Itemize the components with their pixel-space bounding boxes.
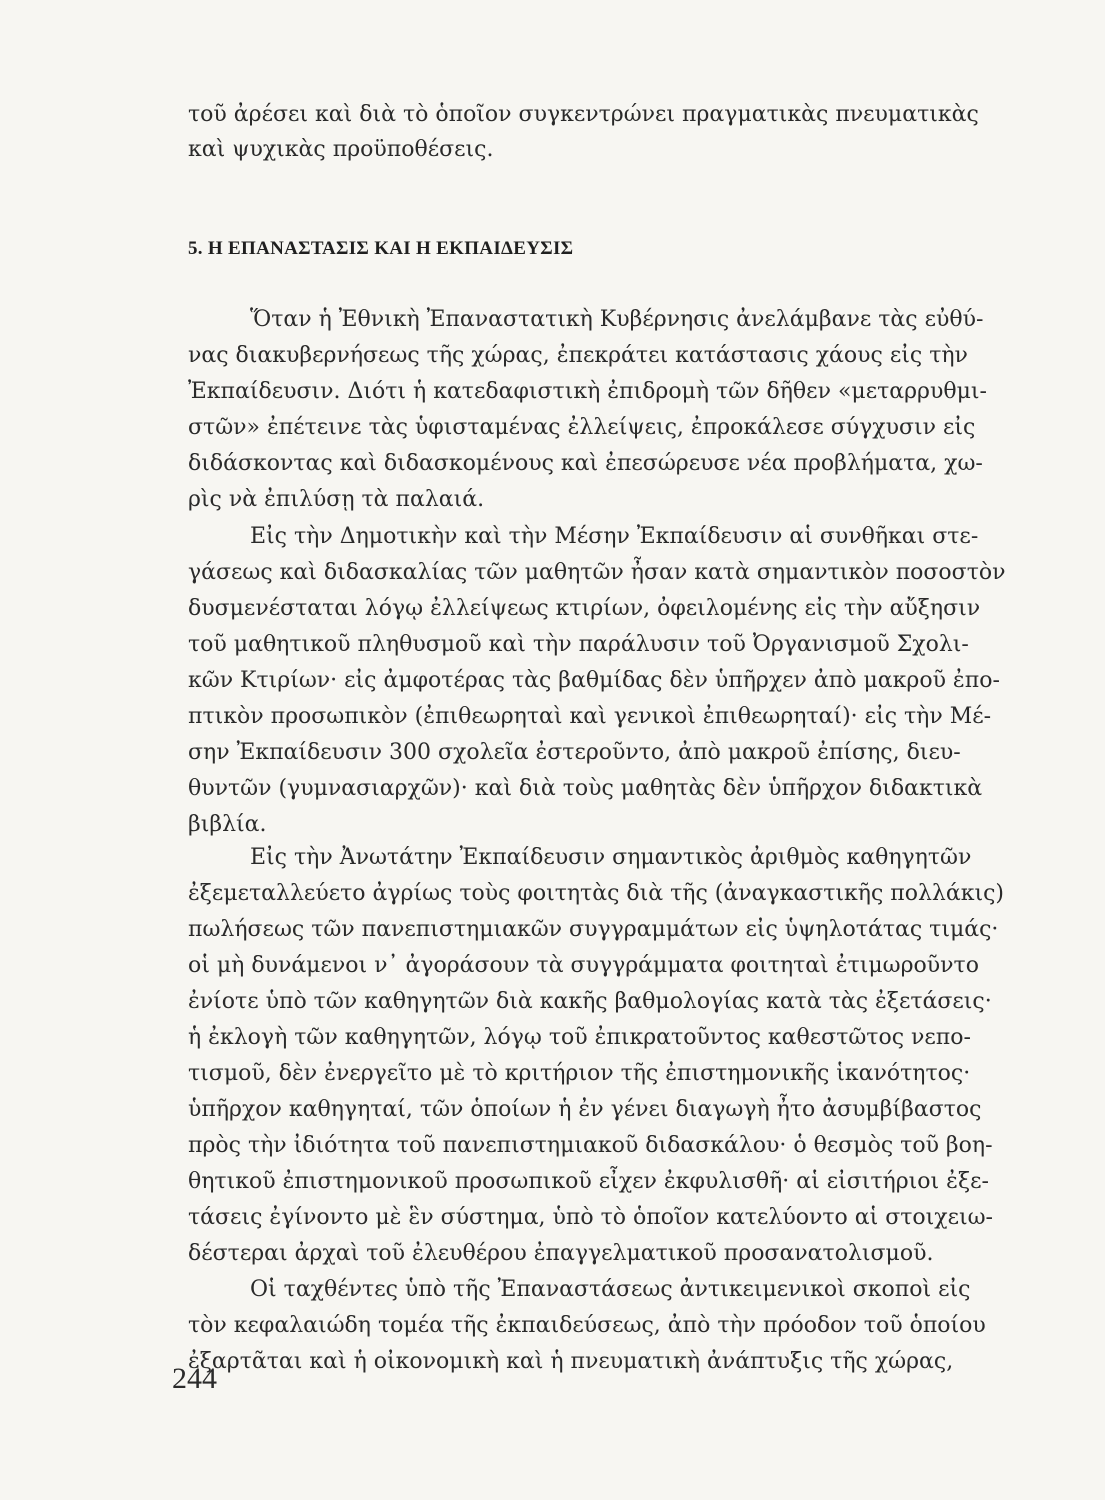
text-line: τὸν κεφαλαιώδη τομέα τῆς ἐκπαιδεύσεως, ἀπὸ τὴν πρόοδον τοῦ ὁποίου — [188, 1313, 986, 1338]
text-line: Εἰς τὴν Δημοτικὴν καὶ τὴν Μέσην Ἐκπαίδευσιν αἱ συνθῆκαι στε- — [250, 524, 979, 549]
text-line: νας διακυβερνήσεως τῆς χώρας, ἐπεκράτει κατάστασις χάους εἰς τὴν — [188, 343, 968, 368]
text-line: καὶ ψυχικὰς προϋποθέσεις. — [188, 137, 494, 162]
text-line: πωλήσεως τῶν πανεπιστημιακῶν συγγραμμάτων εἰς ὑψηλοτάτας τιμάς· — [188, 917, 999, 942]
text-line: Ἐκπαίδευσιν. Διότι ἡ κατεδαφιστικὴ ἐπιδρομὴ τῶν δῆθεν «μεταρρυθμι- — [188, 379, 987, 404]
text-line: βιβλία. — [188, 812, 267, 837]
text-line: ἐξεμεταλλεύετο ἀγρίως τοὺς φοιτητὰς διὰ τῆς (ἀναγκαστικῆς πολλάκις) — [188, 881, 1004, 906]
text-line: γάσεως καὶ διδασκαλίας τῶν μαθητῶν ἦσαν κατὰ σημαντικὸν ποσοστὸν — [188, 560, 1006, 585]
text-line: τάσεις ἐγίνοντο μὲ ἓν σύστημα, ὑπὸ τὸ ὁποῖον κατελύοντο αἱ στοιχειω- — [188, 1205, 993, 1230]
text-line: Οἱ ταχθέντες ὑπὸ τῆς Ἐπαναστάσεως ἀντικειμενικοὶ σκοποὶ εἰς — [250, 1277, 971, 1302]
text-line: πρὸς τὴν ἰδιότητα τοῦ πανεπιστημιακοῦ διδασκάλου· ὁ θεσμὸς τοῦ βοη- — [188, 1133, 993, 1158]
text-line: ἐξαρτᾶται καὶ ἡ οἰκονομικὴ καὶ ἡ πνευματικὴ ἀνάπτυξις τῆς χώρας, — [188, 1349, 954, 1374]
text-line: δέστεραι ἀρχαὶ τοῦ ἐλευθέρου ἐπαγγελματικοῦ προσανατολισμοῦ. — [188, 1241, 934, 1266]
text-line: ὑπῆρχον καθηγηταί, τῶν ὁποίων ἡ ἐν γένει διαγωγὴ ἦτο ἀσυμβίβαστος — [188, 1097, 982, 1122]
text-line: θυντῶν (γυμνασιαρχῶν)· καὶ διὰ τοὺς μαθητὰς δὲν ὑπῆρχον διδακτικὰ — [188, 776, 983, 801]
text-line: Εἰς τὴν Ἀνωτάτην Ἐκπαίδευσιν σημαντικὸς ἀριθμὸς καθηγητῶν — [250, 845, 972, 870]
text-line: σην Ἐκπαίδευσιν 300 σχολεῖα ἐστεροῦντο, ἀπὸ μακροῦ ἐπίσης, διευ- — [188, 740, 961, 765]
text-line: Ὅταν ἡ Ἐθνικὴ Ἐπαναστατικὴ Κυβέρνησις ἀνελάμβανε τὰς εὐθύ- — [250, 307, 984, 332]
text-line: τισμοῦ, δὲν ἐνεργεῖτο μὲ τὸ κριτήριον τῆς ἐπιστημονικῆς ἱκανότητος· — [188, 1061, 971, 1086]
text-line: ἡ ἐκλογὴ τῶν καθηγητῶν, λόγῳ τοῦ ἐπικρατοῦντος καθεστῶτος νεπο- — [188, 1025, 971, 1050]
text-line: πτικὸν προσωπικὸν (ἐπιθεωρηταὶ καὶ γενικοὶ ἐπιθεωρηταί)· εἰς τὴν Μέ- — [188, 704, 992, 729]
text-line: οἱ μὴ δυνάμενοι ν᾽ ἀγοράσουν τὰ συγγράμματα φοιτηταὶ ἐτιμωροῦντο — [188, 953, 979, 978]
text-line: διδάσκοντας καὶ διδασκομένους καὶ ἐπεσώρευσε νέα προβλήματα, χω- — [188, 451, 983, 476]
text-line: θητικοῦ ἐπιστημονικοῦ προσωπικοῦ εἶχεν ἐκφυλισθῆ· αἱ εἰσιτήριοι ἐξε- — [188, 1169, 989, 1194]
text-line: κῶν Κτιρίων· εἰς ἀμφοτέρας τὰς βαθμίδας δὲν ὑπῆρχεν ἀπὸ μακροῦ ἐπο- — [188, 668, 1000, 693]
text-line: ρὶς νὰ ἐπιλύσῃ τὰ παλαιά. — [188, 487, 485, 512]
text-line: ἐνίοτε ὑπὸ τῶν καθηγητῶν διὰ κακῆς βαθμολογίας κατὰ τὰς ἐξετάσεις· — [188, 989, 992, 1014]
text-line: στῶν» ἐπέτεινε τὰς ὑφισταμένας ἐλλείψεις, ἐπροκάλεσε σύγχυσιν εἰς — [188, 415, 976, 440]
text-line: τοῦ ἀρέσει καὶ διὰ τὸ ὁποῖον συγκεντρώνει πραγματικὰς πνευματικὰς — [188, 102, 979, 127]
section-heading: 5. Η ΕΠΑΝΑΣΤΑΣΙΣ ΚΑΙ Η ΕΚΠΑΙΔΕΥΣΙΣ — [188, 238, 574, 259]
text-line: τοῦ μαθητικοῦ πληθυσμοῦ καὶ τὴν παράλυσιν τοῦ Ὀργανισμοῦ Σχολι- — [188, 632, 969, 657]
text-line: δυσμενέσταται λόγῳ ἐλλείψεως κτιρίων, ὀφειλομένης εἰς τὴν αὔξησιν — [188, 596, 981, 621]
page-number: 244 — [172, 1362, 217, 1395]
